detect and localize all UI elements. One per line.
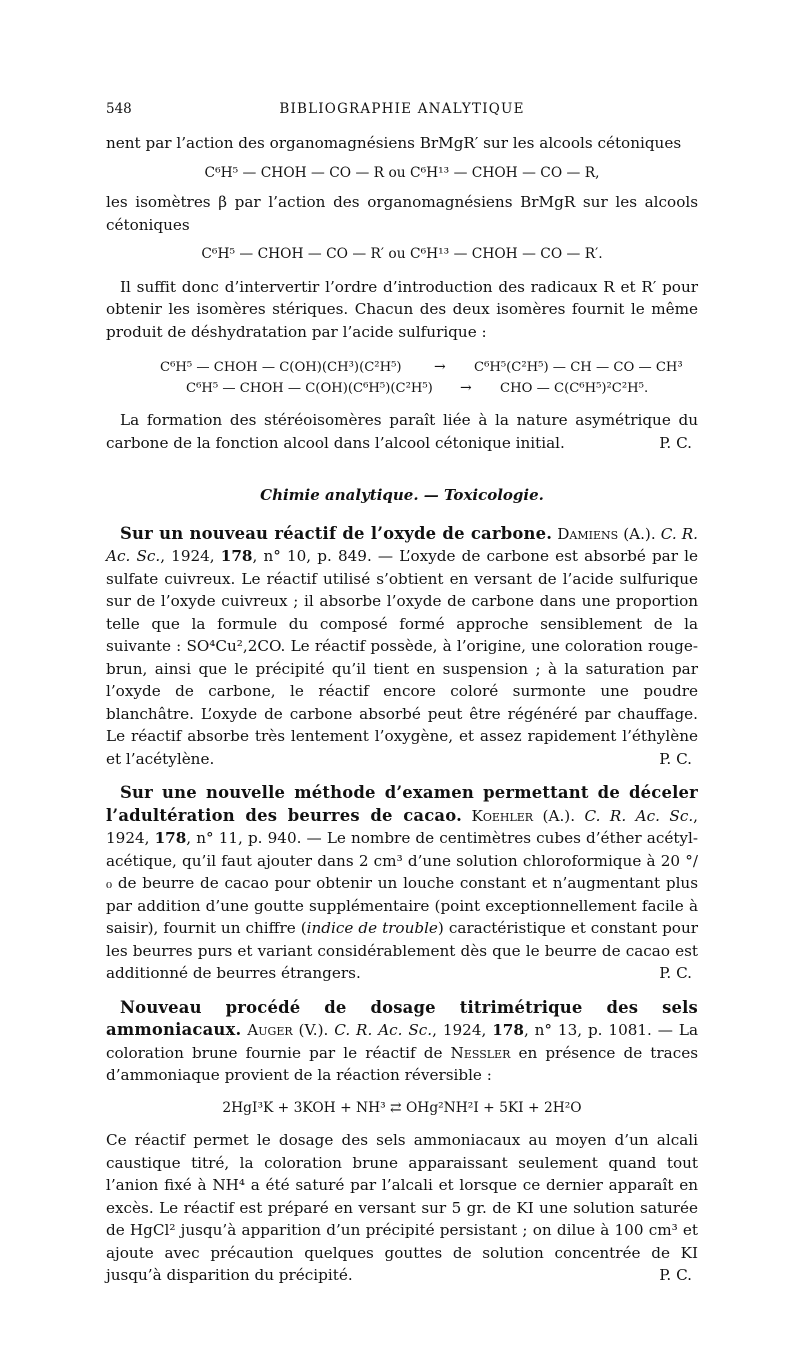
reaction-row-2 [106,378,698,399]
signature: P. C. [659,433,692,452]
article-title: Sur un nouveau réactif de l’oxyde de carbone. [120,523,553,543]
article-volume: 178 [220,547,253,565]
formula-alpha: C⁶H⁵ — CHOH — CO — R ou C⁶H¹³ — CHOH — CO — R, [204,164,600,181]
dehydration-reactions [106,357,698,399]
article-carbon-monoxide [106,523,698,771]
article-body-italic: indice de trouble [306,919,438,937]
article-volume: 178 [492,1021,524,1039]
article-author-initial: (A.). [618,524,661,543]
article-ammonium-salts [106,997,698,1087]
intro-paragraph-3 [106,409,698,454]
reaction-1-arrow: → [434,359,446,375]
article-body-a: — Le nombre de centimètres cubes d’éther acétyl-acétique, qu’il faut ajouter dans 2 cm³ d’une solution chloroformique à 20 °/₀ de beurre de cacao pour obtenir un louche constant et n’augmentant plus par addition d’une goutte supplémentaire (point exceptionnellement facile à saisir), fournit un chiffre ( [106,829,698,937]
article-issue: , n° 11, p. 940. [186,829,302,847]
signature: P. C. [659,1266,692,1284]
article-body: — L’oxyde de carbone est absorbé par le sulfate cuivreux. Le réactif utilisé s’obtient en versant de l’acide sulfurique sur de l’oxyde cuivreux ; il absorbe l’oxyde de carbone dans une proportion telle que la formule du composé formé approche sensiblement de la suivante : SO⁴Cu²,2CO. Le réactif possède, à l’origine, une coloration rouge-brun, ainsi que le précipité qu’il tient en suspension ; à la saturation par l’oxyde de carbone, le réactif encore coloré surmonte une poudre blanchâtre. L’oxyde de carbone absorbé peut être régénéré par chauffage. Le réactif absorbe très lentement l’oxygène, et assez rapidement l’éthylène et l’acétylène. [106,547,698,768]
article-body-b: ) caractéristique et constant pour les beurres purs et variant considérablement dès que le beurre de cacao est additionné de beurres étrangers. [106,919,698,982]
page-body [106,132,698,1287]
article-journal: C. R. Ac. Sc. [584,806,694,825]
signature: P. C. [659,749,692,768]
intro-line-1: nent par l’action des organomagnésiens BrMgR′ sur les alcools cétoniques [106,134,682,152]
article-issue: , n° 10, p. 849. [252,547,372,565]
formula-beta: C⁶H⁵ — CHOH — CO — R′ ou C⁶H¹³ — CHOH — CO — R′. [201,246,603,262]
article-body-b: en présence de traces d’ammoniaque provient de la réaction réversible : [106,1043,698,1084]
nessler-reaction: 2HgI³K + 3KOH + NH³ ⇄ OHg²NH²I + 5KI + 2H²O [222,1099,582,1116]
article-year: , 1924, [432,1021,493,1039]
article-year: , 1924, [160,547,221,565]
article-author-initial: (A.). [533,806,585,825]
article-cocoa-butter [106,782,698,985]
article-author-initial: (V.). [292,1021,335,1039]
article-title: Sur une nouvelle méthode d’examen permettant de déceler l’adultération des beurres de cacao. [106,783,698,825]
running-head: BIBLIOGRAPHIE ANALYTIQUE [279,101,525,117]
reaction-row-1 [106,357,698,378]
article-journal: C. R. Ac. Sc. [106,524,699,565]
article-journal: C. R. Ac. Sc. [334,1021,433,1039]
article-volume: 178 [154,829,187,847]
article-title: Nouveau procédé de dosage titrimétrique des sels ammoniacaux. [106,997,698,1039]
article-author: Damiens [557,524,619,543]
article-issue: , n° 13, p. 1081. [523,1021,652,1039]
section-heading: Chimie analytique. — Toxicologie. [260,486,544,504]
page-number: 548 [106,101,132,117]
article-year: , 1924, [106,806,698,847]
signature: P. C. [659,964,692,982]
intro-paragraph-3-text: La formation des stéréoisomères paraît liée à la nature asymétrique du carbone de la fonction alcool dans l’alcool cétonique initial. [106,411,698,452]
article-author: Auger [247,1021,293,1039]
article-body-c: Ce réactif permet le dosage des sels ammoniacaux au moyen d’un alcali caustique titré, la coloration brune apparaissant seulement quand tout l’anion fixé à NH⁴ a été saturé par l’alcali et lorsque ce dernier apparaît en excès. Le réactif est préparé en versant sur 5 gr. de KI une solution saturée de HgCl² jusqu’à apparition d’un précipité persistant ; on dilue à 100 cm³ et ajoute avec précaution quelques gouttes de solution concentrée de KI jusqu’à disparition du précipité. [106,1131,698,1284]
article-author: Koehler [471,806,534,825]
reaction-1-reactant: C⁶H⁵ — CHOH — C(OH)(CH³)(C²H⁵) [160,360,402,375]
reaction-2-product: CHO — C(C⁶H⁵)²C²H⁵. [500,381,649,396]
reaction-2-arrow: → [460,380,472,396]
reaction-2-reactant: C⁶H⁵ — CHOH — C(OH)(C⁶H⁵)(C²H⁵) [186,381,433,396]
article-body-a: — La coloration brune fournie par le réactif de [106,1021,698,1062]
article-ammonium-continued [106,1129,698,1287]
intro-line-2: les isomètres β par l’action des organomagnésiens BrMgR sur les alcools cétoniques [106,193,698,234]
intro-paragraph-2: Il suffit donc d’intervertir l’ordre d’introduction des radicaux R et R′ pour obtenir les isomères stériques. Chacun des deux isomères fournit le même produit de déshydratation par l’acide sulfurique : [106,277,698,341]
reaction-1-product: C⁶H⁵(C²H⁵) — CH — CO — CH³ [474,360,683,375]
article-body-nessler: Nessler [450,1043,511,1062]
